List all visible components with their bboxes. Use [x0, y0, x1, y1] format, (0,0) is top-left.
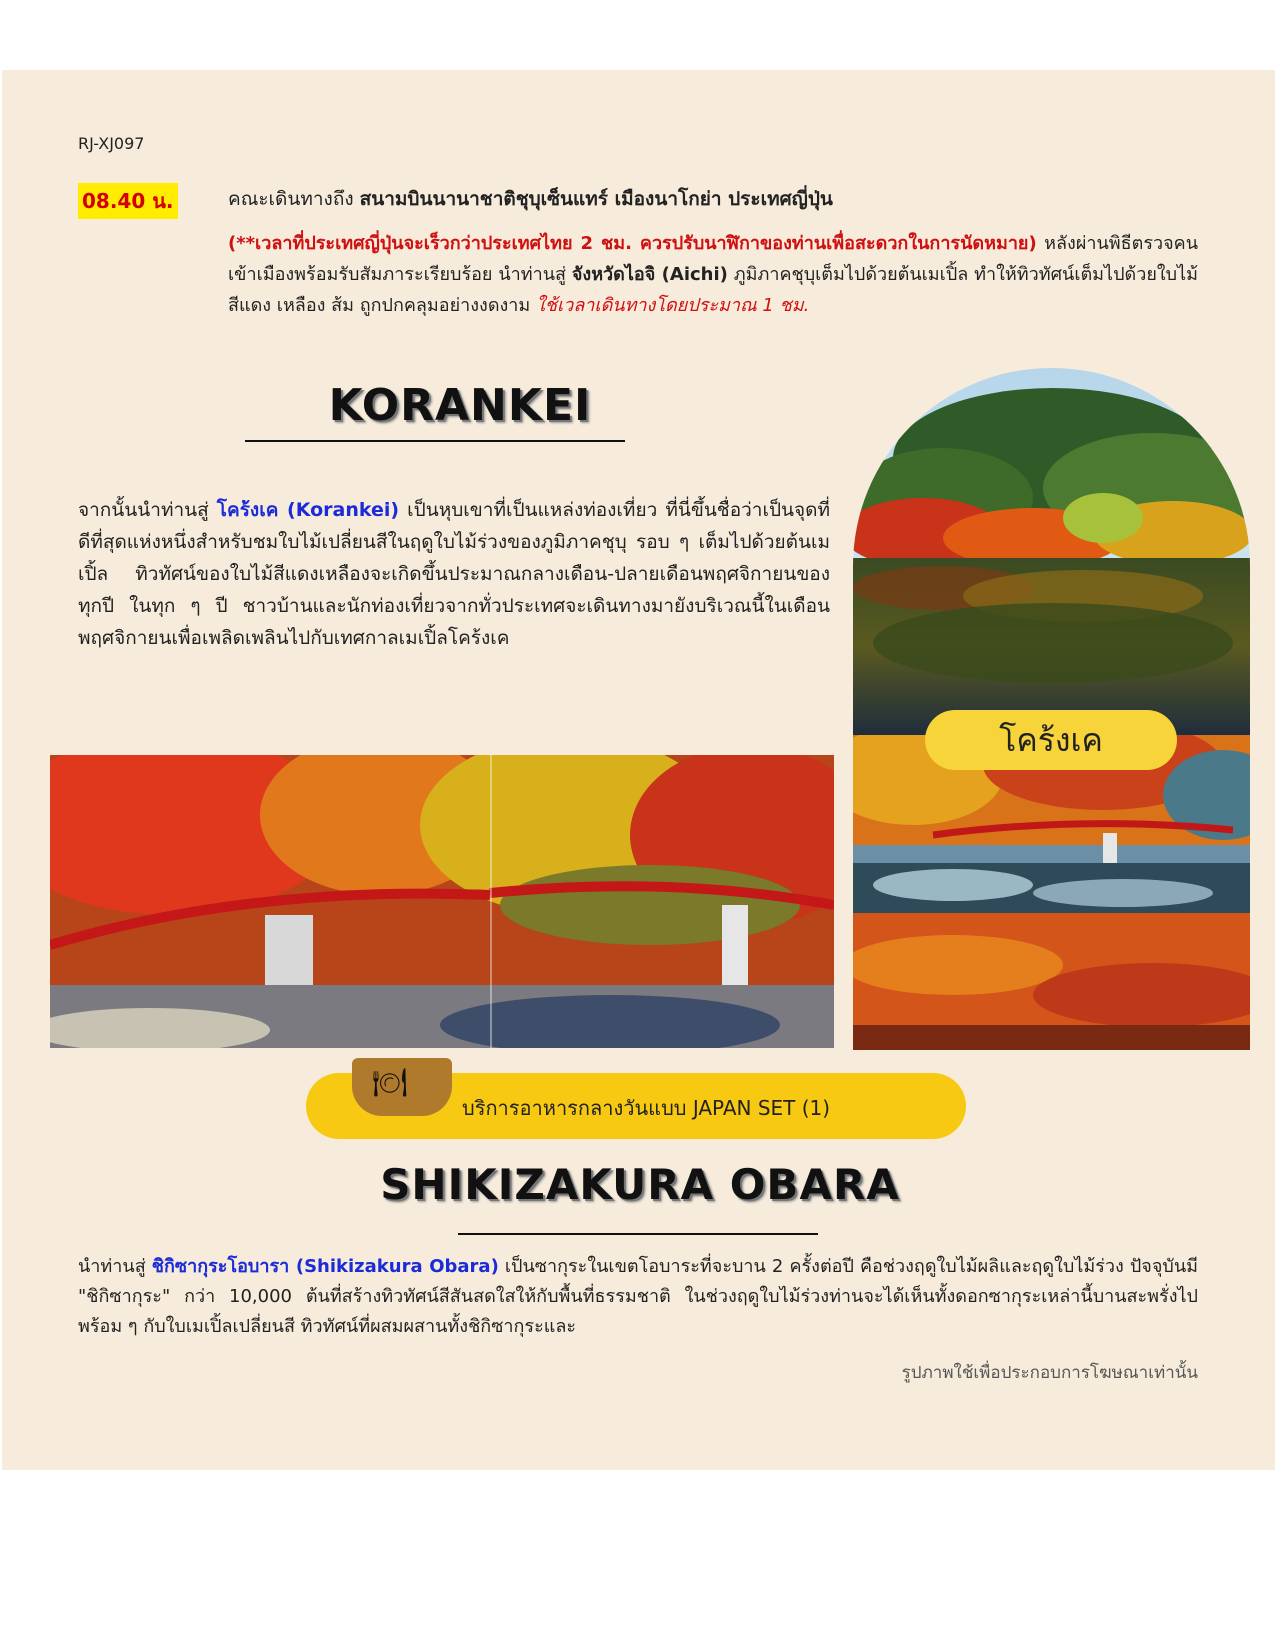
- korankei-name: โคร้งเค (Korankei): [216, 499, 400, 521]
- shikizakura-text-1: นำท่านสู่: [78, 1256, 152, 1277]
- korankei-heading: KORANKEI: [328, 380, 592, 431]
- shikizakura-name: ชิกิซากุระโอบารา (Shikizakura Obara): [151, 1256, 499, 1277]
- intro-text-2: ภูมิภาคชุบุเต็มไปด้วยต้นเมเปิ้ล ทำให้ทิวทัศน์เต็มไปด้วยใบไม้สีแดง เหลือง ส้ม ถูกปกคลุมอย่างงดงาม: [228, 264, 1198, 316]
- korankei-divider: [245, 440, 625, 442]
- photo-disclaimer: รูปภาพใช้เพื่อประกอบการโฆษณาเท่านั้น: [901, 1363, 1198, 1383]
- intro-text-1: หลังผ่านพิธีตรวจคนเข้าเมืองพร้อมรับสัมภาระเรียบร้อย นำท่านสู่: [228, 233, 1198, 285]
- timezone-note: (**เวลาที่ประเทศญี่ปุ่นจะเร็วกว่าประเทศไทย 2 ชม. ควรปรับนาฬิกาของท่านเพื่อสะดวกในการนัดหมาย): [228, 233, 1037, 254]
- korankei-paragraph: [78, 494, 830, 654]
- tour-code: RJ-XJ097: [78, 134, 145, 153]
- shikizakura-paragraph: [78, 1252, 1198, 1342]
- korankei-photo-tag: โคร้งเค: [925, 710, 1177, 770]
- shikizakura-divider: [458, 1233, 818, 1235]
- travel-duration: ใช้เวลาเดินทางโดยประมาณ 1 ชม.: [536, 295, 810, 316]
- intro-paragraph: [228, 228, 1198, 321]
- korankei-river-photo: [853, 735, 1250, 1050]
- korankei-text-1: จากนั้นนำท่านสู่: [78, 499, 217, 521]
- shikizakura-heading: SHIKIZAKURA OBARA: [380, 1160, 900, 1209]
- schedule-time: 08.40 น.: [78, 183, 178, 219]
- shikizakura-text-2: เป็นซากุระในเขตโอบาระที่จะบาน 2 ครั้งต่อปี คือช่วงฤดูใบไม้ผลิและฤดูใบไม้ร่วง ปัจจุบันมี "ชิกิซากุระ" กว่า 10,000 ต้นที่สร้างทิวทัศน์สีสันสดใสให้กับพื้นที่ธรรมชาติ ในช่วงฤดูใบไม้ร่วงท่านจะได้เห็นทั้งดอกซากุระเหล่านี้บานสะพรั่งไปพร้อม ๆ กับใบเมเปิ้ลเปลี่ยนสี ทิวทัศน์ที่ผสมผสานทั้งชิกิซากุระและ: [78, 1256, 1198, 1337]
- arrival-line: [228, 184, 833, 214]
- dining-icon: 🍽: [372, 1066, 408, 1099]
- lunch-label: บริการอาหารกลางวันแบบ JAPAN SET (1): [462, 1096, 831, 1120]
- arrival-prefix: คณะเดินทางถึง: [228, 188, 360, 210]
- korankei-bridge-photo: [50, 755, 834, 1048]
- arrival-place: สนามบินนานาชาติชุบุเซ็นแทร์ เมืองนาโกย่า ประเทศญี่ปุ่น: [359, 188, 833, 210]
- intro-place: จังหวัดไอจิ (Aichi): [571, 264, 728, 285]
- korankei-text-2: เป็นหุบเขาที่เป็นแหล่งท่องเที่ยว ที่นี่ขึ้นชื่อว่าเป็นจุดที่ดีที่สุดแห่งหนึ่งสำหรับชมใบไม้เปลี่ยนสีในฤดูใบไม้ร่วงของภูมิภาคชุบุ รอบ ๆ เต็มไปด้วยต้นเมเปิ้ล ทิวทัศน์ของใบไม้สีแดงเหลืองจะเกิดขึ้นประมาณกลางเดือน-ปลายเดือนพฤศจิกายนของทุกปี ในทุก ๆ ปี ชาวบ้านและนักท่องเที่ยวจากทั่วประเทศจะเดินทางมายังบริเวณนี้ในเดือนพฤศจิกายนเพื่อเพลิดเพลินไปกับเทศกาลเมเปิ้ลโคร้งเค: [78, 499, 830, 649]
